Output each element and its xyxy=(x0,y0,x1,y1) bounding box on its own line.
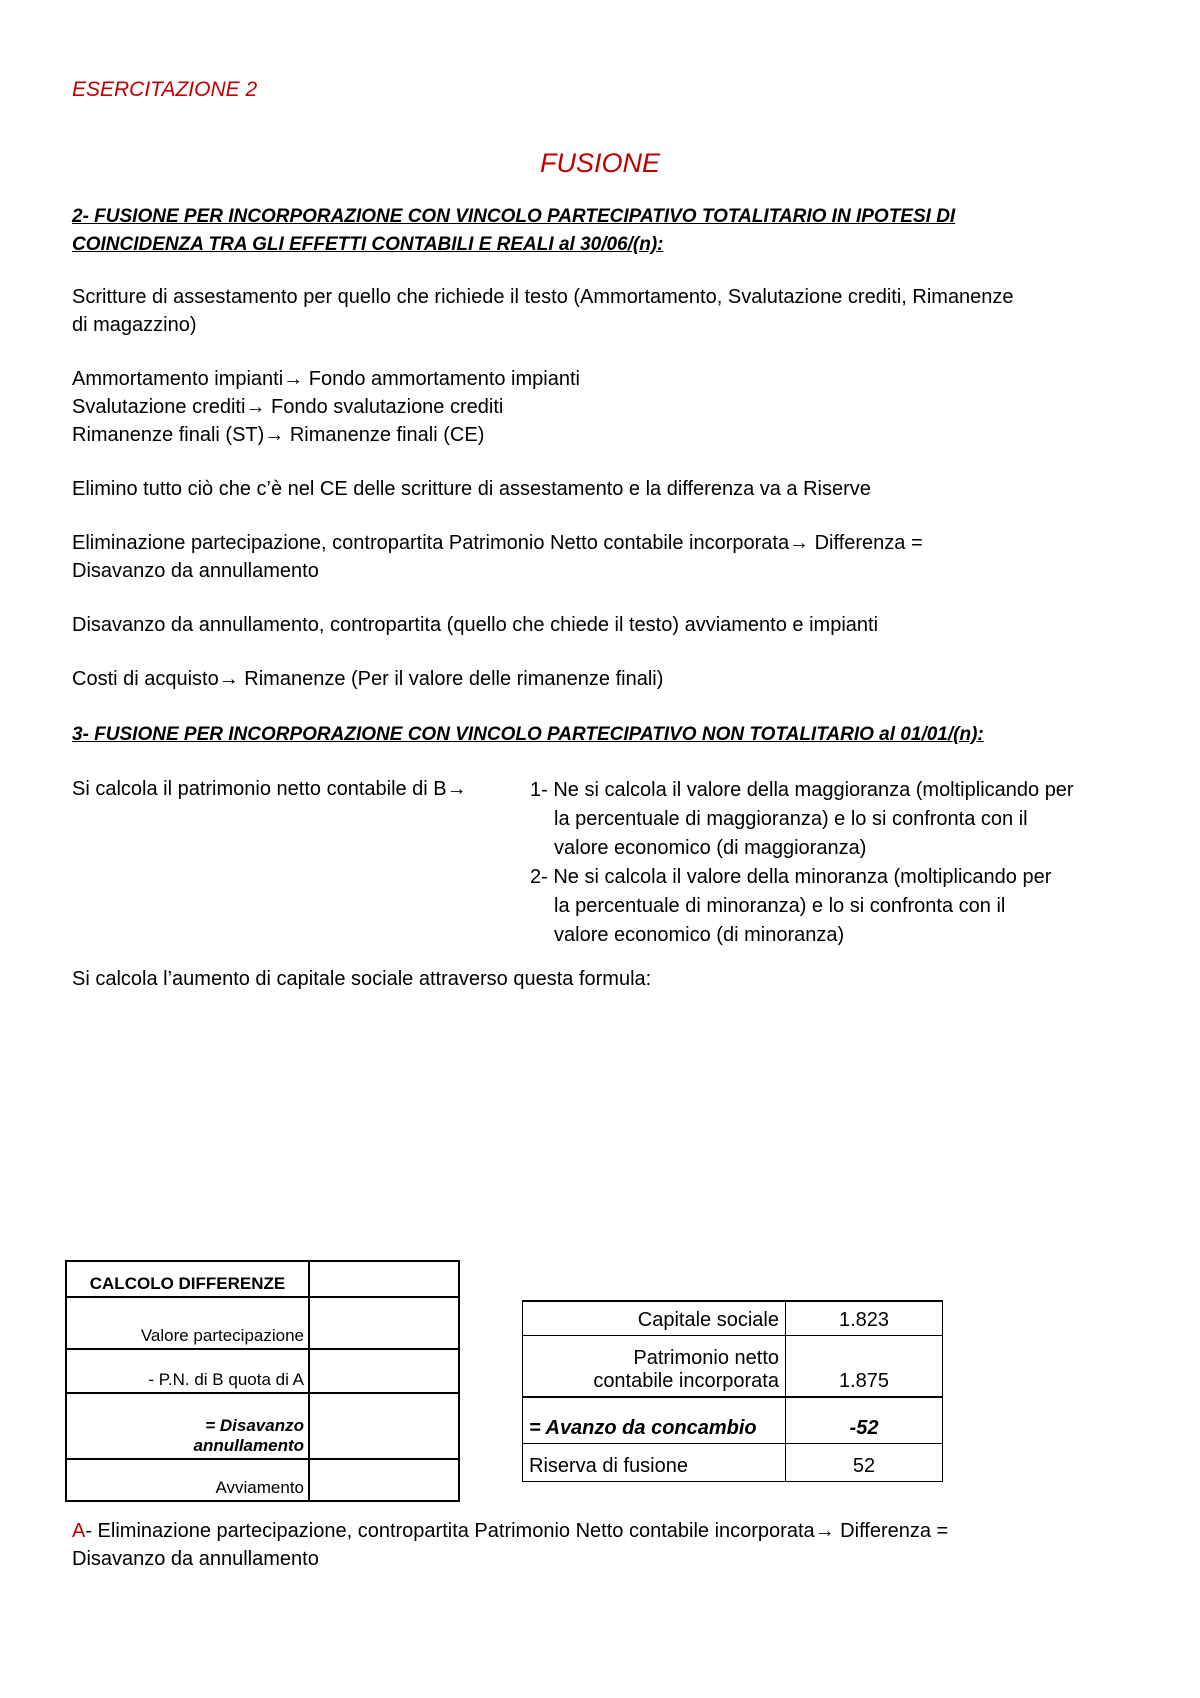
section-3-heading: 3- FUSIONE PER INCORPORAZIONE CON VINCOLO PARTECIPATIVO NON TOTALITARIO al 01/01/(n): xyxy=(72,724,984,745)
entry-ammortamento: Ammortamento impianti→ Fondo ammortamento impianti xyxy=(72,368,580,390)
calcolo-differenze-table xyxy=(65,1260,460,1502)
calculation-steps xyxy=(530,776,1074,950)
row-label: - P.N. di B quota di A xyxy=(66,1349,309,1393)
table-row xyxy=(66,1349,459,1393)
row-label: Valore partecipazione xyxy=(66,1297,309,1349)
formula-intro: Si calcola l’aumento di capitale sociale attraverso questa formula: xyxy=(72,968,652,990)
table-cell: 1.875 xyxy=(786,1335,943,1397)
table-cell xyxy=(309,1393,459,1459)
table-cell: 1.823 xyxy=(786,1301,943,1335)
row-label: Avviamento xyxy=(66,1459,309,1501)
entry-svalutazione: Svalutazione crediti→ Fondo svalutazione crediti xyxy=(72,396,504,418)
page-title: FUSIONE xyxy=(539,148,660,178)
row-label-line1: Patrimonio netto xyxy=(633,1347,779,1369)
row-label-line2: annullamento xyxy=(193,1436,304,1455)
entry-rimanenze: Rimanenze finali (ST)→ Rimanenze finali (CE) xyxy=(72,424,485,446)
note-disavanzo: Disavanzo da annullamento, contropartita (quello che chiede il testo) avviamento e impianti xyxy=(72,614,879,636)
note-eliminazione-line2: Disavanzo da annullamento xyxy=(72,560,319,582)
step-2-line2: la percentuale di minoranza) e lo si confronta con il xyxy=(554,895,1006,917)
table-cell: 52 xyxy=(786,1443,943,1481)
table-cell xyxy=(309,1349,459,1393)
table-cell xyxy=(309,1261,459,1297)
row-label: = Avanzo da concambio xyxy=(523,1397,786,1443)
note-elimino: Elimino tutto ciò che c’è nel CE delle scritture di assestamento e la differenza va a Riserve xyxy=(72,478,871,500)
note-eliminazione-line1: Eliminazione partecipazione, contropartita Patrimonio Netto contabile incorporata→ Differenza = xyxy=(72,532,923,554)
footer-line2: Disavanzo da annullamento xyxy=(72,1548,319,1570)
table-row xyxy=(66,1393,459,1459)
step-1-line2: la percentuale di maggioranza) e lo si confronta con il xyxy=(554,808,1028,830)
step-1-line1: 1- Ne si calcola il valore della maggioranza (moltiplicando per xyxy=(530,779,1074,801)
table-row xyxy=(523,1443,943,1481)
section-3-lead: Si calcola il patrimonio netto contabile di B→ xyxy=(72,778,467,800)
step-2-line1: 2- Ne si calcola il valore della minoranza (moltiplicando per xyxy=(530,866,1052,888)
table-row xyxy=(66,1459,459,1501)
capitale-sociale-table xyxy=(522,1300,943,1482)
table-row xyxy=(523,1301,943,1335)
footer-line1 xyxy=(72,1520,948,1543)
note-costi: Costi di acquisto→ Rimanenze (Per il valore delle rimanenze finali) xyxy=(72,668,664,690)
table-cell xyxy=(309,1459,459,1501)
step-2-line3: valore economico (di minoranza) xyxy=(554,924,845,946)
step-1-line3: valore economico (di maggioranza) xyxy=(554,837,867,859)
intro-line2: di magazzino) xyxy=(72,314,197,336)
table-header: CALCOLO DIFFERENZE xyxy=(66,1261,309,1297)
table-cell: -52 xyxy=(786,1397,943,1443)
intro-line1: Scritture di assestamento per quello che richiede il testo (Ammortamento, Svalutazione crediti, Rimanenze xyxy=(72,286,1014,308)
footer-marker: A xyxy=(72,1520,86,1542)
row-label: Capitale sociale xyxy=(523,1301,786,1335)
row-label-line1: = Disavanzo xyxy=(205,1416,304,1435)
footer-text: - Eliminazione partecipazione, contropartita Patrimonio Netto contabile incorporata→ Differenza = xyxy=(85,1520,949,1542)
section-2-heading-line2: COINCIDENZA TRA GLI EFFETTI CONTABILI E REALI al 30/06/(n): xyxy=(72,234,664,255)
table-row xyxy=(523,1397,943,1443)
row-label: Riserva di fusione xyxy=(523,1443,786,1481)
table-cell xyxy=(309,1297,459,1349)
table-row xyxy=(66,1261,459,1297)
row-label-line2: contabile incorporata xyxy=(593,1370,779,1392)
row-label xyxy=(523,1335,786,1397)
table-row xyxy=(523,1335,943,1397)
table-row xyxy=(66,1297,459,1349)
row-label xyxy=(66,1393,309,1459)
exercise-label: ESERCITAZIONE 2 xyxy=(72,78,258,101)
section-2-heading-line1: 2- FUSIONE PER INCORPORAZIONE CON VINCOLO PARTECIPATIVO TOTALITARIO IN IPOTESI DI xyxy=(72,206,956,227)
